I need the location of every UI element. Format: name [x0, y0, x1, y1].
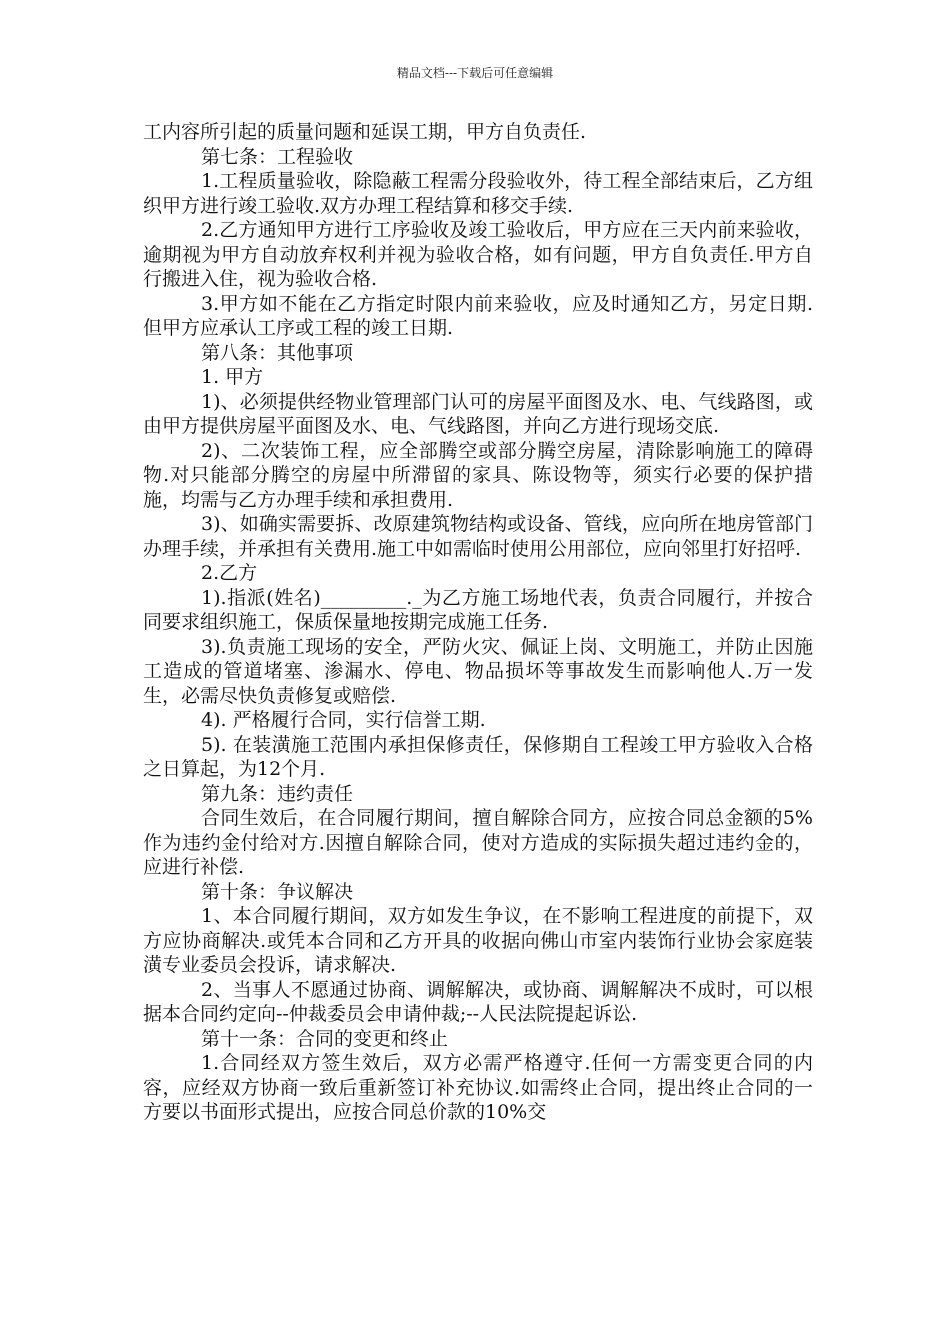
- document-body: [143, 120, 813, 1125]
- subheading-party-a: 1. 甲方: [201, 366, 264, 388]
- paragraph: 1).指派(姓名)_________._为乙方施工场地代表，负责合同履行，并按合同要求组织施工，保质保量地按期完成施工任务.: [143, 586, 813, 633]
- section-heading-11: 第十一条：合同的变更和终止: [201, 1027, 449, 1050]
- paragraph: 2.乙方通知甲方进行工序验收及竣工验收后，甲方应在三天内前来验收，逾期视为甲方自动放弃权利并视为验收合格，如有问题，甲方自负责任.甲方自行搬进入住，视为验收合格.: [143, 219, 813, 290]
- paragraph: 1.工程质量验收，除隐蔽工程需分段验收外，待工程全部结束后，乙方组织甲方进行竣工验收.双方办理工程结算和移交手续.: [143, 170, 813, 217]
- section-heading-8: 第八条：其他事项: [201, 341, 354, 364]
- paragraph: 工内容所引起的质量问题和延误工期，甲方自负责任.: [143, 121, 587, 143]
- section-heading-7: 第七条：工程验收: [201, 145, 354, 168]
- paragraph: 3)、如确实需要拆、改原建筑物结构或设备、管线，应向所在地房管部门办理手续，并承担有关费用.施工中如需临时使用公用部位，应向邻里打好招呼.: [143, 513, 813, 560]
- paragraph: 1)、必须提供经物业管理部门认可的房屋平面图及水、电、气线路图，或由甲方提供房屋平面图及水、电、气线路图，并向乙方进行现场交底.: [143, 390, 813, 437]
- paragraph: 1、本合同履行期间，双方如发生争议，在不影响工程进度的前提下，双方应协商解决.或凭本合同和乙方开具的收据向佛山市室内装饰行业协会家庭装潢专业委员会投诉，请求解决.: [143, 905, 813, 976]
- paragraph: 2)、二次装饰工程，应全部腾空或部分腾空房屋，清除影响施工的障碍物.对只能部分腾空的房屋中所滞留的家具、陈设物等，须实行必要的保护措施，均需与乙方办理手续和承担费用.: [143, 439, 813, 511]
- page-header: 精品文档---下载后可任意编辑: [396, 66, 554, 80]
- paragraph: 1.合同经双方签生效后，双方必需严格遵守.任何一方需变更合同的内容，应经双方协商一致后重新签订补充协议.如需终止合同，提出终止合同的一方要以书面形式提出，应按合同总价款的10%交: [143, 1052, 813, 1123]
- paragraph: 合同生效后，在合同履行期间，擅自解除合同方，应按合同总金额的5%作为违约金付给对方.因擅自解除合同，使对方造成的实际损失超过违约金的，应进行补偿.: [143, 807, 813, 878]
- paragraph: 2、当事人不愿通过协商、调解解决，或协商、调解解决不成时，可以根据本合同约定向--仲裁委员会申请仲裁;--人民法院提起诉讼.: [143, 978, 813, 1025]
- paragraph: 3.甲方如不能在乙方指定时限内前来验收，应及时通知乙方，另定日期.但甲方应承认工序或工程的竣工日期.: [143, 292, 813, 339]
- paragraph: 5). 在装潢施工范围内承担保修责任，保修期自工程竣工甲方验收入合格之日算起，为12个月.: [143, 733, 813, 780]
- paragraph: 3).负责施工现场的安全，严防火灾、佩证上岗、文明施工，并防止因施工造成的管道堵塞、渗漏水、停电、物品损坏等事故发生而影响他人.万一发生，必需尽快负责修复或赔偿.: [143, 635, 813, 707]
- section-heading-9: 第九条：违约责任: [201, 782, 354, 805]
- paragraph: 4). 严格履行合同，实行信誉工期.: [201, 709, 486, 731]
- subheading-party-b: 2.乙方: [201, 562, 258, 584]
- section-heading-10: 第十条：争议解决: [201, 880, 354, 903]
